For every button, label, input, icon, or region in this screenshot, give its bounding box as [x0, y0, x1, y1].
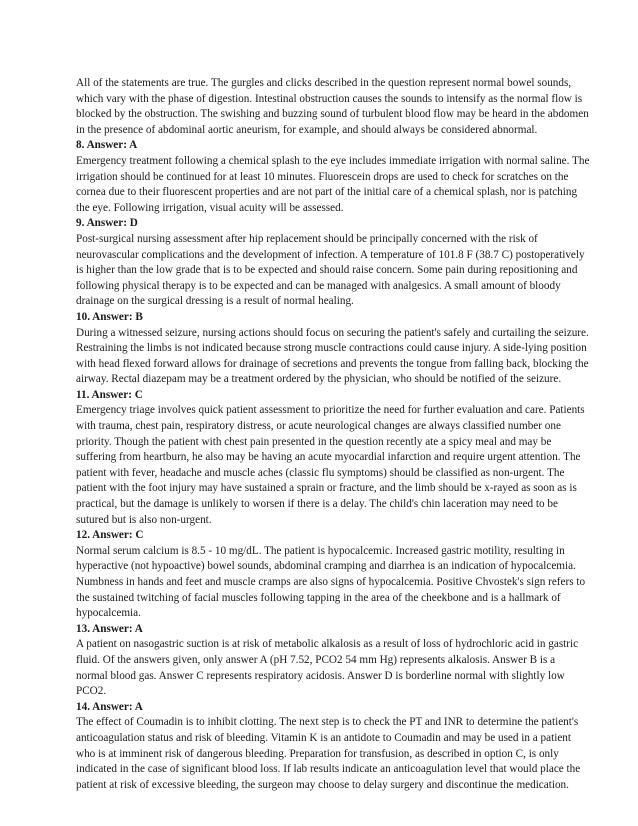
explanation-line: in the presence of abdominal aortic aneurism, for example, and should always be considered abnormal. [76, 123, 538, 136]
explanation-line: patient at risk of excessive bleeding, the surgeon may choose to delay surgery and discontinue the medication. [76, 778, 569, 791]
explanation-line: sutured but is also non-urgent. [76, 513, 212, 526]
explanation-line: indicated in the case of significant blood loss. If lab results indicate an anticoagulation level that would place the [76, 763, 581, 776]
explanation-line: Normal serum calcium is 8.5 - 10 mg/dL. The patient is hypocalcemic. Increased gastric motility, resulting in [76, 544, 565, 557]
explanation-line: with head flexed forward allows for drainage of secretions and prevents the tongue from falling back, blocking the [76, 357, 589, 370]
explanation-line: hypocalcemia. [76, 607, 141, 620]
explanation-line: cornea due to their fluorescent properties and are not part of the initial care of a chemical splash, nor is patching [76, 186, 578, 199]
explanation-line: drainage on the surgical dressing is a result of normal healing. [76, 295, 354, 308]
answer-explanations [76, 76, 638, 793]
explanation-line: hyperactive (not hypoactive) bowel sounds, abdominal cramping and diarrhea is an indication of hypocalcemia. [76, 560, 576, 573]
answer-heading: 10. Answer: B [76, 310, 143, 323]
explanation-line: Post-surgical nursing assessment after hip replacement should be principally concerned with the risk of [76, 232, 538, 245]
explanation-line: is higher than the low grade that is to be expected and should raise concern. Some pain during repositioning and [76, 264, 578, 277]
answer-heading: 14. Answer: A [76, 700, 143, 713]
explanation-line: neurovascular complications and the development of infection. A temperature of 101.8 F (38.7 C) postoperatively [76, 248, 585, 261]
answer-heading: 12. Answer: C [76, 529, 144, 542]
answer-heading: 8. Answer: A [76, 139, 138, 152]
explanation-line: A patient on nasogastric suction is at risk of metabolic alkalosis as a result of loss of hydrochloric acid in gastric [76, 638, 579, 651]
explanation-line: patient with fever, headache and muscle aches (classic flu symptoms) should be classified as non-urgent. The [76, 466, 565, 479]
answer-heading: 11. Answer: C [76, 388, 143, 401]
explanation-line: During a witnessed seizure, nursing actions should focus on securing the patient's safely and curtailing the seizure. [76, 326, 589, 339]
explanation-line: who is at imminent risk of dangerous bleeding. Preparation for transfusion, as described in option C, is only [76, 747, 559, 760]
explanation-line: airway. Rectal diazepam may be a treatment ordered by the physician, who should be notified of the seizure. [76, 373, 562, 386]
explanation-line: following physical therapy is to be expected and can be managed with analgesics. A small amount of bloody [76, 279, 561, 292]
explanation-line: the sustained twitching of facial muscles following tapping in the area of the cheekbone and is a hallmark of [76, 591, 561, 604]
explanation-line: patient with the foot injury may have sustained a sprain or fracture, and the limb should be x-rayed as soon as is [76, 482, 577, 495]
explanation-line: which vary with the phase of digestion. Intestinal obstruction causes the sounds to intensify as the normal flow is [76, 92, 583, 105]
explanation-line: with trauma, chest pain, respiratory distress, or acute neurological changes are always classified number one [76, 420, 561, 433]
explanation-line: priority. Though the patient with chest pain presented in the question recently ate a spicy meal and may be [76, 435, 552, 448]
explanation-line: anticoagulation status and risk of bleeding. Vitamin K is an antidote to Coumadin and may be used in a patient [76, 731, 571, 744]
explanation-line: Emergency triage involves quick patient assessment to prioritize the need for further evaluation and care. Patients [76, 404, 585, 417]
answer-heading: 13. Answer: A [76, 622, 143, 635]
explanation-line: PCO2. [76, 685, 107, 698]
explanation-line: Emergency treatment following a chemical splash to the eye includes immediate irrigation with normal saline. The [76, 154, 590, 167]
explanation-line: The effect of Coumadin is to inhibit clotting. The next step is to check the PT and INR to determine the patient's [76, 716, 579, 729]
explanation-line: practical, but the damage is unlikely to worsen if there is a delay. The child's chin laceration may need to be [76, 498, 558, 511]
explanation-line: irrigation should be continued for at least 10 minutes. Fluorescein drops are used to check for scratches on the [76, 170, 569, 183]
explanation-line: fluid. Of the answers given, only answer A (pH 7.52, PCO2 54 mm Hg) represents alkalosis. Answer B is a [76, 653, 556, 666]
explanation-line: Numbness in hands and feet and muscle cramps are also signs of hypocalcemia. Positive Chvostek's sign refers to [76, 576, 586, 588]
answer-heading: 9. Answer: D [76, 217, 138, 230]
explanation-line: the eye. Following irrigation, visual acuity will be assessed. [76, 201, 344, 214]
explanation-line: Restraining the limbs is not indicated because strong muscle contractions could cause injury. A side-lying position [76, 342, 587, 355]
explanation-line: suffering from heartburn, he also may be having an acute myocardial infarction and require urgent attention. The [76, 451, 581, 464]
explanation-line: All of the statements are true. The gurgles and clicks described in the question represent normal bowel sounds, [76, 77, 572, 89]
explanation-line: blocked by the obstruction. The swishing and buzzing sound of turbulent blood flow may be heard in the abdomen [76, 108, 589, 121]
explanation-line: normal blood gas. Answer C represents respiratory acidosis. Answer D is borderline normal with slightly low [76, 669, 565, 682]
